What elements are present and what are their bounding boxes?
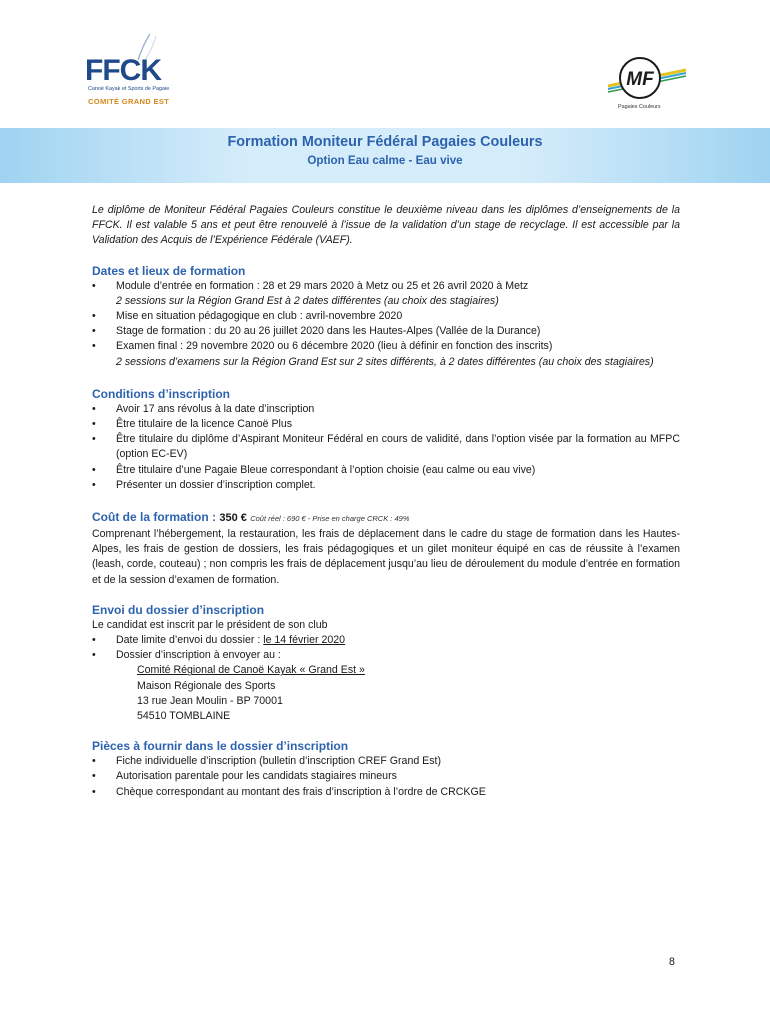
document-body: [92, 203, 680, 800]
list-item-text: Présenter un dossier d’inscription complet.: [116, 478, 316, 491]
dates-list: [92, 279, 680, 370]
ffck-logo-committee: COMITÉ GRAND EST: [88, 97, 170, 106]
address-line: Comité Régional de Canoë Kayak « Grand Est »: [137, 664, 365, 677]
address-label: Dossier d’inscription à envoyer au :: [116, 649, 281, 662]
bullet: •: [92, 279, 96, 292]
list-item: [92, 785, 680, 800]
list-item: [92, 339, 680, 369]
bullet: •: [92, 402, 96, 415]
list-item: [92, 402, 680, 417]
bullet: •: [92, 478, 96, 491]
address-line: Maison Régionale des Sports: [137, 679, 276, 692]
bullet: •: [92, 649, 96, 662]
mf-logo-text: MF: [626, 69, 654, 90]
list-item-text: Être titulaire de la licence Canoë Plus: [116, 418, 293, 431]
list-item: [92, 478, 680, 493]
list-item-note: 2 sessions d’examens sur la Région Grand Est sur 2 sites différents, à 2 dates différentes (au choix des stagiaires): [116, 355, 654, 368]
list-item: [92, 463, 680, 478]
list-item-text: Fiche individuelle d’inscription (bulletin d’inscription CREF Grand Est): [116, 755, 442, 768]
list-item: [92, 769, 680, 784]
list-item-text: Module d’entrée en formation : 28 et 29 mars 2020 à Metz ou 25 et 26 avril 2020 à Metz: [116, 279, 529, 292]
deadline-date: le 14 février 2020: [263, 634, 346, 647]
page-number: 8: [669, 956, 675, 968]
sending-list: [92, 633, 680, 663]
mf-logo-graphic: [600, 52, 690, 106]
bullet: •: [92, 755, 96, 768]
ffck-logo-subtitle: Canoë Kayak et Sports de Pagaie: [88, 86, 170, 92]
sending-intro: Le candidat est inscrit par le président de son club: [92, 618, 328, 631]
conditions-heading: Conditions d’inscription: [92, 386, 230, 401]
bullet: •: [92, 340, 96, 353]
bullet: •: [92, 325, 96, 338]
dates-heading: Dates et lieux de formation: [92, 263, 246, 278]
cost-amount: 350 €: [219, 512, 247, 525]
list-item: [92, 309, 680, 324]
cost-description: Comprenant l’hébergement, la restauration, les frais de déplacement dans le cadre du stage de formation dans les Hautes-Alpes, les frais de gestion de dossiers, les frais pédagogiques et un gilet moniteur équipé en cas de réussite à l’examen (leash, corde, couteau) ; non compris les frais de déplacement jusqu’au lieu de déroulement du module d’entrée en formation et de la session d’examen de formation.: [92, 528, 680, 586]
sending-heading: Envoi du dossier d’inscription: [92, 602, 265, 617]
ffck-logo-text: FFCK: [85, 54, 161, 87]
list-item: [92, 648, 680, 663]
list-item: [92, 324, 680, 339]
address-line: 13 rue Jean Moulin - BP 70001: [137, 694, 283, 707]
list-item-text: Mise en situation pédagogique en club : avril-novembre 2020: [116, 310, 403, 323]
list-item-text: Avoir 17 ans révolus à la date d’inscription: [116, 402, 315, 415]
documents-list: [92, 754, 680, 800]
page-subtitle: Option Eau calme - Eau vive: [307, 154, 463, 167]
mailing-address: [92, 663, 680, 724]
mf-pagaies-couleurs-logo: [600, 52, 690, 116]
conditions-list: [92, 402, 680, 493]
cost-heading-line: [92, 509, 680, 527]
bullet: •: [92, 785, 96, 798]
list-item-note: 2 sessions sur la Région Grand Est à 2 dates différentes (au choix des stagiaires): [116, 294, 499, 307]
bullet: •: [92, 463, 96, 476]
list-item-text: Stage de formation : du 20 au 26 juillet 2020 dans les Hautes-Alpes (Vallée de la Durance): [116, 325, 541, 338]
bullet: •: [92, 418, 96, 431]
address-line: 54510 TOMBLAINE: [137, 710, 231, 723]
list-item: [92, 417, 680, 432]
bullet: •: [92, 770, 96, 783]
page-title: Formation Moniteur Fédéral Pagaies Couleurs: [227, 134, 543, 150]
list-item: [92, 754, 680, 769]
bullet: •: [92, 634, 96, 647]
deadline-label: Date limite d’envoi du dossier :: [116, 634, 264, 647]
documents-heading: Pièces à fournir dans le dossier d’inscription: [92, 739, 349, 754]
list-item: [92, 432, 680, 462]
bullet: •: [92, 310, 96, 323]
title-banner: [0, 128, 770, 183]
list-item-text: Examen final : 29 novembre 2020 ou 6 décembre 2020 (lieu à définir en fonction des inscrits): [116, 340, 553, 353]
list-item-text: Être titulaire du diplôme d’Aspirant Moniteur Fédéral en cours de validité, dans l’option visée par la formation au MFPC (option EC-EV): [116, 433, 680, 461]
intro-paragraph: Le diplôme de Moniteur Fédéral Pagaies Couleurs constitue le deuxième niveau dans les diplômes d’enseignements de la FFCK. Il est valable 5 ans et peut être renouvelé à l’issue de la validation d’un stage de recyclage. Il est accessible par la Validation des Acquis de l’Expérience Fédérale (VAEF).: [92, 204, 680, 247]
mf-logo-caption: Pagaies Couleurs: [618, 104, 661, 110]
list-item: [92, 279, 680, 309]
ffck-logo: [80, 30, 176, 116]
list-item: [92, 633, 680, 648]
cost-note: Coût réel : 690 € - Prise en charge CRCK : 49%: [250, 514, 410, 524]
cost-heading: Coût de la formation :: [92, 510, 216, 525]
bullet: •: [92, 433, 96, 446]
list-item-text: Être titulaire d’une Pagaie Bleue correspondant à l’option choisie (eau calme ou eau vive): [116, 463, 536, 476]
list-item-text: Chèque correspondant au montant des frais d’inscription à l’ordre de CRCKGE: [116, 785, 486, 798]
ffck-logo-graphic: [80, 30, 176, 90]
list-item-text: Autorisation parentale pour les candidats stagiaires mineurs: [116, 770, 397, 783]
